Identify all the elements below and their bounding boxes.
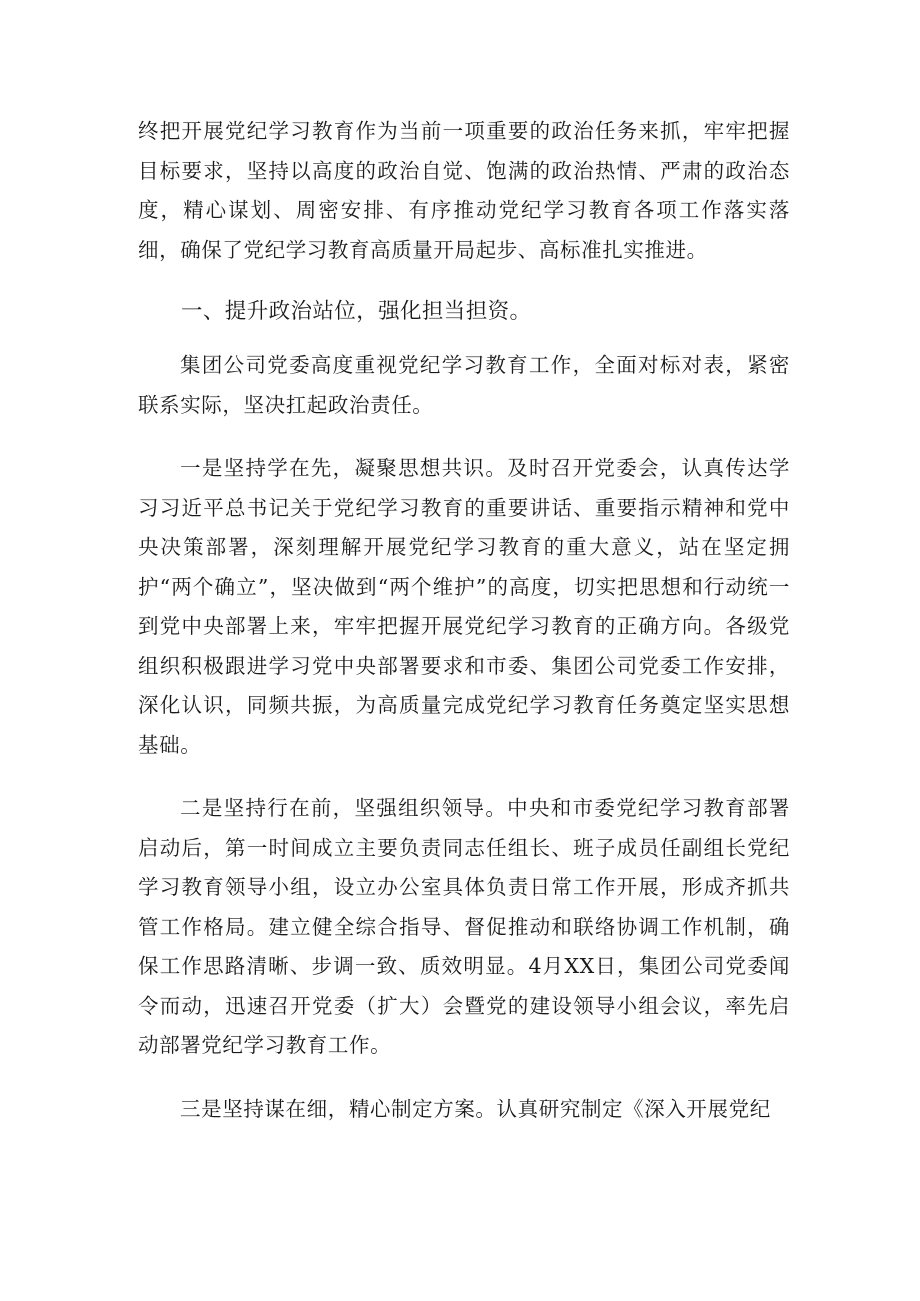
section-heading: 一、提升政治站位，强化担当担资。 (181, 299, 532, 324)
paragraph-intro: 集团公司党委高度重视党纪学习教育工作，全面对标对表，紧密联系实际，坚决扛起政治责任。 (138, 353, 790, 417)
paragraph-point-three: 三是坚持谋在细，精心制定方案。认真研究制定《深入开展党纪 (180, 1096, 771, 1121)
document-body (138, 112, 790, 1129)
paragraph-continuation: 终把开展党纪学习教育作为当前一项重要的政治任务来抓，牢牢把握目标要求，坚持以高度的政治自觉、饱满的政治热情、严肃的政治态度，精心谋划、周密安排、有序推动党纪学习教育各项工作落实落细，确保了党纪学习教育高质量开局起步、高标准扎实推进。 (138, 119, 790, 262)
paragraph-point-two: 二是坚持行在前，坚强组织领导。中央和市委党纪学习教育部署启动后，第一时间成立主要负责同志任组长、班子成员任副组长党纪学习教育领导小组，设立办公室具体负责日常工作开展，形成齐抓共管工作格局。建立健全综合指导、督促推动和联络协调工作机制，确保工作思路清晰、步调一致、质效明显。4月XX日，集团公司党委闻令而动，迅速召开党委（扩大）会暨党的建设领导小组会议，率先启动部署党纪学习教育工作。 (138, 796, 790, 1057)
paragraph-point-one: 一是坚持学在先，凝聚思想共识。及时召开党委会，认真传达学习习近平总书记关于党纪学习教育的重要讲话、重要指示精神和党中央决策部署，深刻理解开展党纪学习教育的重大意义，站在坚定拥护“两个确立”，坚决做到“两个维护”的高度，切实把思想和行动统一到党中央部署上来，牢牢把握开展党纪学习教育的正确方向。各级党组织积极跟进学习党中央部署要求和市委、集团公司党委工作安排，深化认识，同频共振，为高质量完成党纪学习教育任务奠定坚实思想基础。 (138, 456, 790, 757)
